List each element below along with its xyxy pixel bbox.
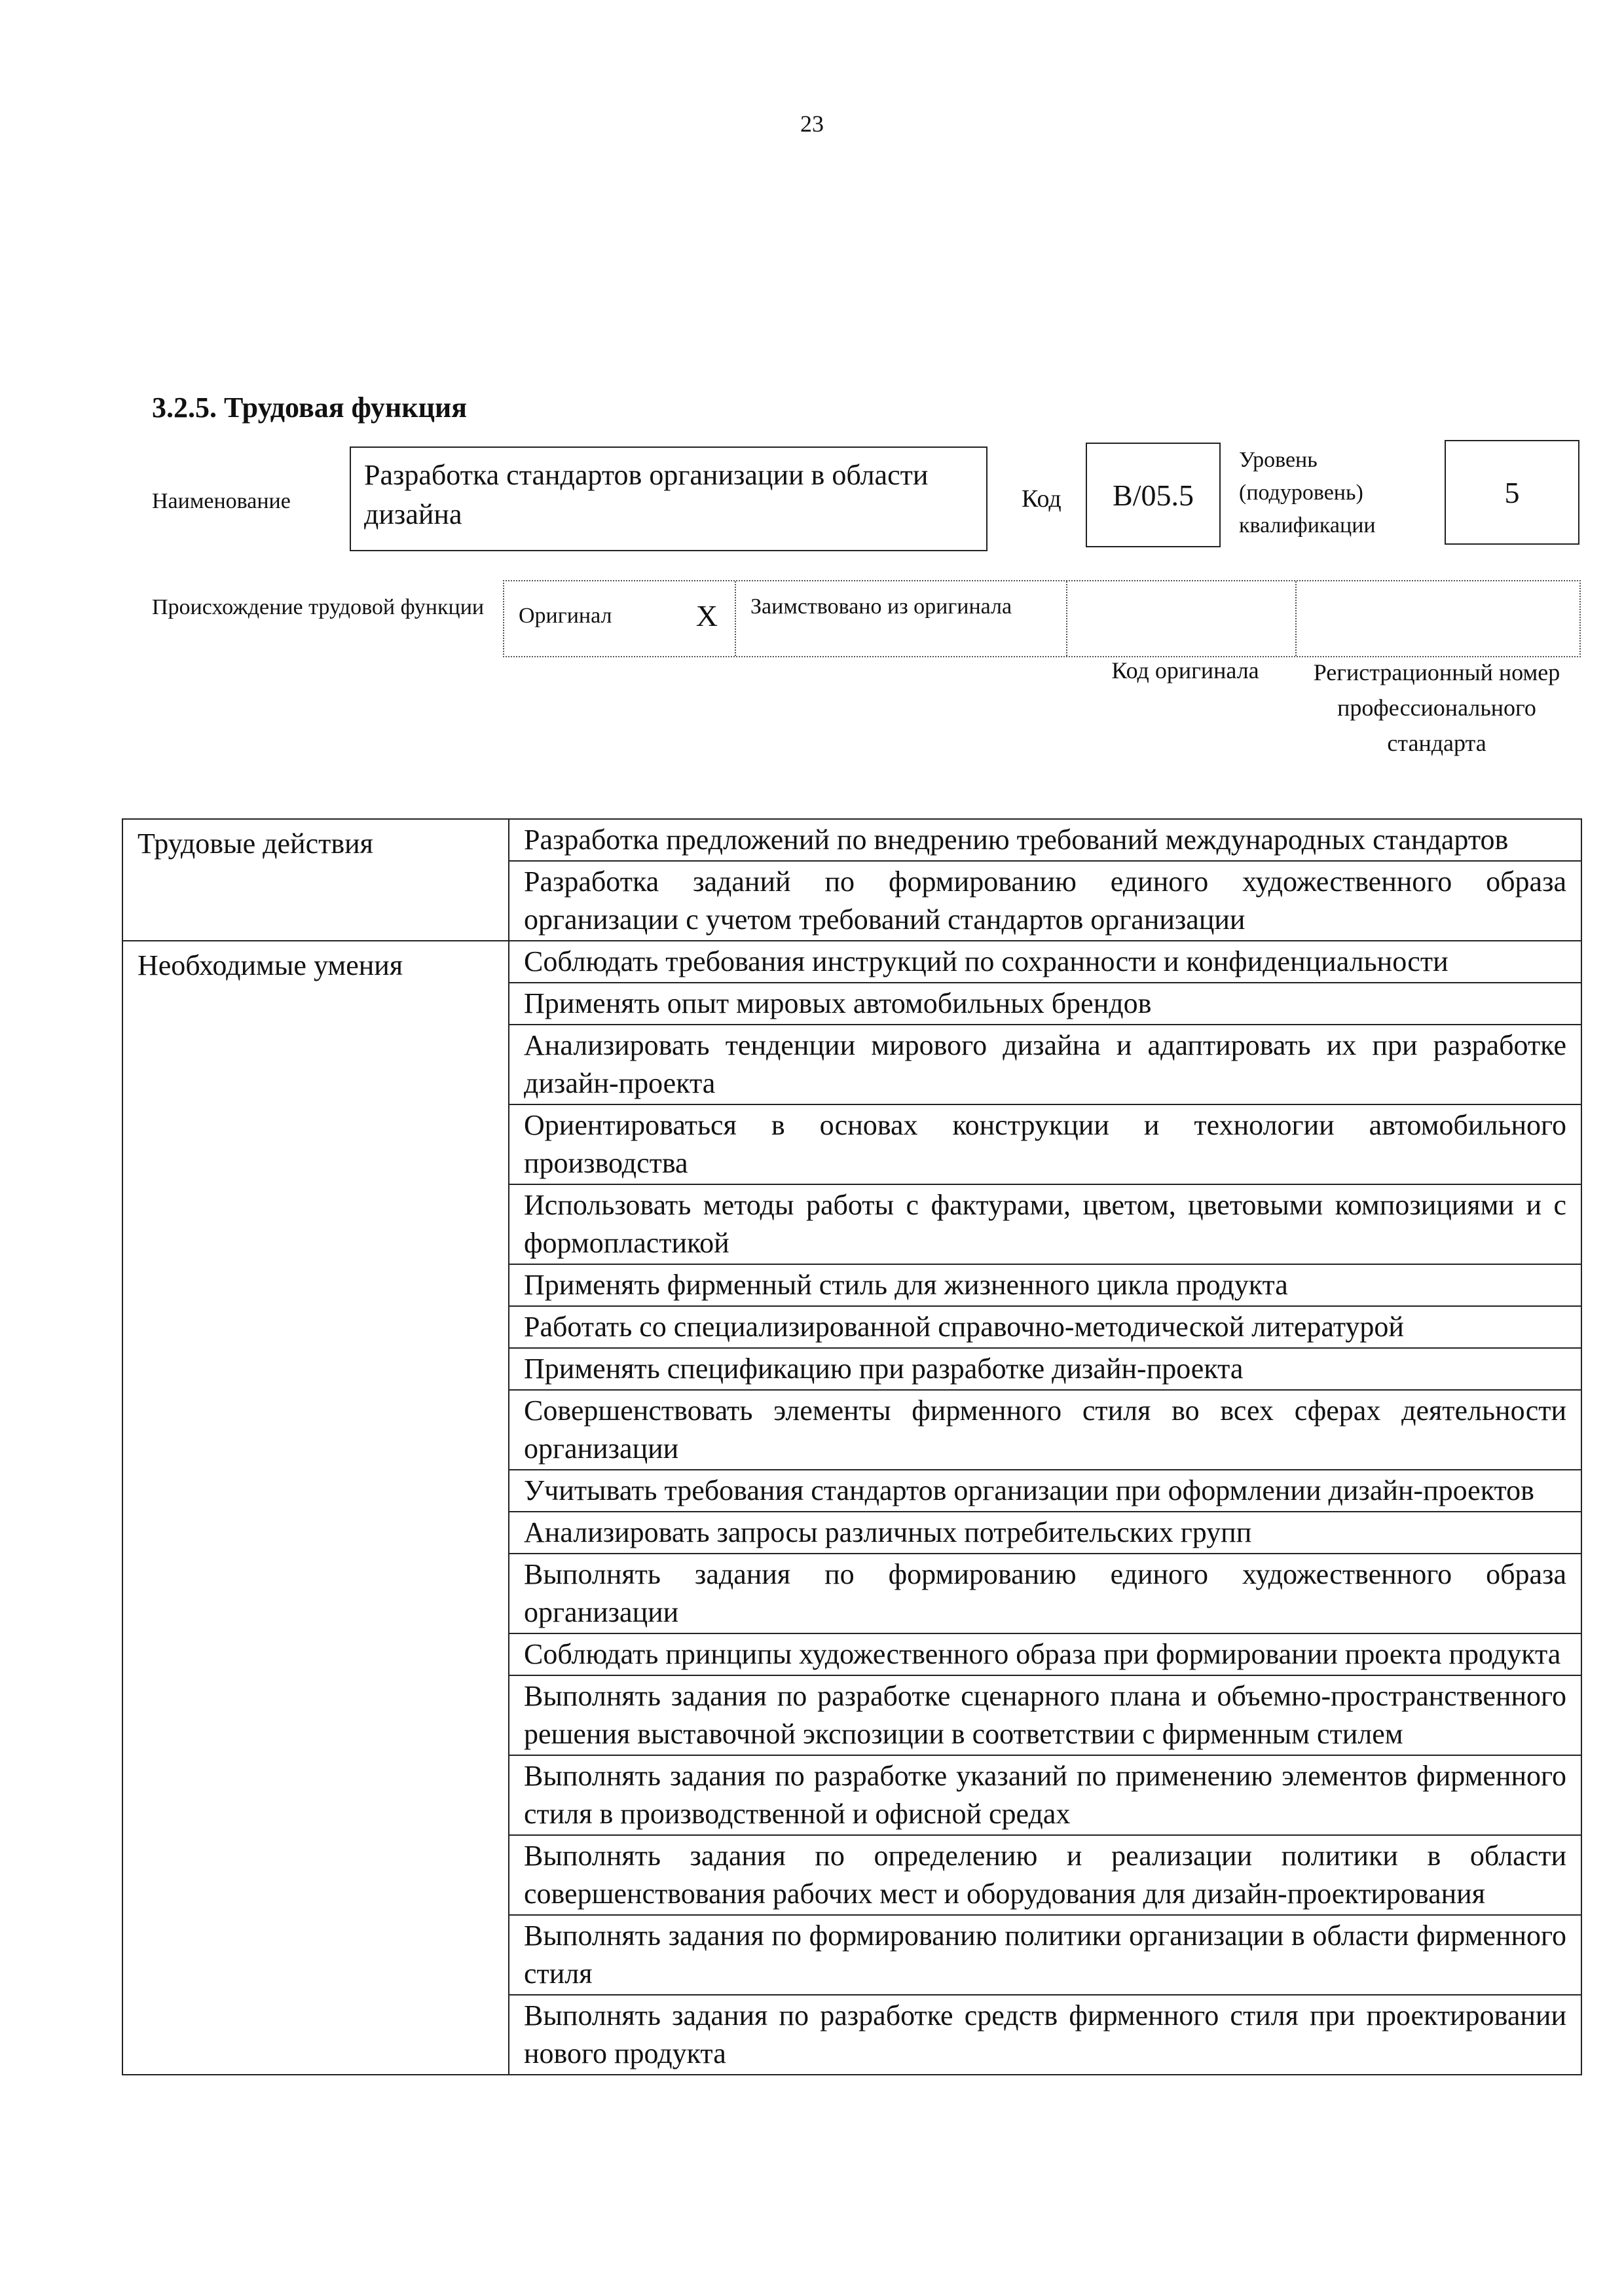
origin-strip	[503, 580, 1581, 657]
skill-item: Работать со специализированной справочно-методической литературой	[509, 1306, 1581, 1348]
origin-original-mark: X	[695, 599, 718, 632]
skill-item: Выполнять задания по разработке указаний по применению элементов фирменного стиля в производственной и офисной средах	[509, 1755, 1581, 1835]
skills-label: Необходимые умения	[122, 941, 509, 2075]
skill-item: Соблюдать требования инструкций по сохранности и конфиденциальности	[509, 941, 1581, 983]
skill-item: Применять опыт мировых автомобильных брендов	[509, 983, 1581, 1025]
skill-item: Применять фирменный стиль для жизненного цикла продукта	[509, 1264, 1581, 1306]
skill-item: Соблюдать принципы художественного образа при формировании проекта продукта	[509, 1633, 1581, 1675]
section-title: 3.2.5. Трудовая функция	[152, 392, 468, 424]
name-label: Наименование	[152, 489, 291, 513]
function-details-table	[122, 818, 1582, 2075]
function-code-field: B/05.5	[1086, 443, 1221, 547]
skill-item: Анализировать тенденции мирового дизайна и адаптировать их при разработке дизайн-проекта	[509, 1025, 1581, 1104]
skill-item: Выполнять задания по определению и реализации политики в области совершенствования рабочих мест и оборудования для дизайн-проектирования	[509, 1835, 1581, 1915]
reg-number-label: Регистрационный номер профессионального стандарта	[1313, 659, 1560, 756]
origin-borrowed-cell	[736, 581, 1067, 656]
origin-borrowed-label: Заимствовано из оригинала	[750, 594, 1012, 619]
skill-item: Выполнять задания по разработке средств фирменного стиля при проектировании нового продукта	[509, 1995, 1581, 2075]
table-row	[122, 819, 1581, 861]
labor-actions-label: Трудовые действия	[122, 819, 509, 941]
table-row	[122, 941, 1581, 983]
origin-original-cell	[504, 581, 736, 656]
skill-item: Выполнять задания по формированию единого художественного образа организации	[509, 1554, 1581, 1633]
origin-reg-number-cell	[1297, 581, 1579, 656]
origin-label: Происхождение трудовой функции	[152, 595, 485, 619]
origin-original-label: Оригинал	[519, 604, 612, 628]
labor-action-item: Разработка предложений по внедрению требований международных стандартов	[509, 819, 1581, 861]
labor-action-item: Разработка заданий по формированию единого художественного образа организации с учетом требований стандартов организации	[509, 861, 1581, 941]
skill-item: Использовать методы работы с фактурами, цветом, цветовыми композициями и с формопластикой	[509, 1184, 1581, 1264]
code-label: Код	[1022, 485, 1061, 513]
origin-code-cell	[1067, 581, 1297, 656]
code-original-label: Код оригинала	[1111, 657, 1259, 683]
qualification-level-field: 5	[1445, 440, 1579, 545]
skill-item: Выполнять задания по разработке сценарного плана и объемно-пространственного решения выставочной экспозиции в соответствии с фирменным стилем	[509, 1675, 1581, 1755]
skill-item: Выполнять задания по формированию политики организации в области фирменного стиля	[509, 1915, 1581, 1995]
qualification-level-label: Уровень (подуровень) квалификации	[1239, 448, 1376, 538]
skill-item: Совершенствовать элементы фирменного стиля во всех сферах деятельности организации	[509, 1390, 1581, 1470]
skill-item: Применять спецификацию при разработке дизайн-проекта	[509, 1348, 1581, 1390]
page-number: 23	[800, 111, 824, 137]
skill-item: Учитывать требования стандартов организации при оформлении дизайн-проектов	[509, 1470, 1581, 1512]
skill-item: Анализировать запросы различных потребительских групп	[509, 1512, 1581, 1554]
function-name-field: Разработка стандартов организации в области дизайна	[350, 446, 987, 551]
skill-item: Ориентироваться в основах конструкции и технологии автомобильного производства	[509, 1104, 1581, 1184]
